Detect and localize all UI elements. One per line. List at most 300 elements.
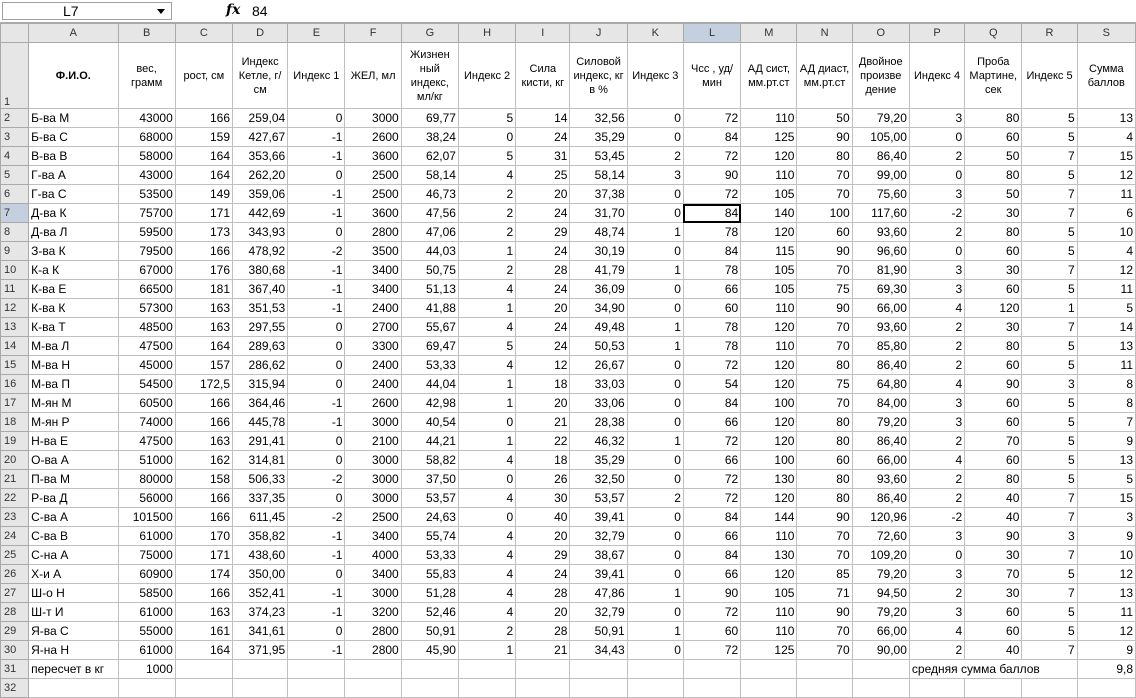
data-cell[interactable]: 164 xyxy=(175,147,232,166)
column-header-m[interactable]: M xyxy=(741,24,797,43)
data-cell[interactable]: 2 xyxy=(627,147,683,166)
data-cell[interactable]: 56000 xyxy=(118,489,175,508)
data-cell[interactable]: 93,60 xyxy=(852,318,909,337)
data-cell[interactable]: 59500 xyxy=(118,223,175,242)
data-cell[interactable]: 78 xyxy=(683,261,740,280)
data-cell[interactable]: -2 xyxy=(909,508,964,527)
data-cell[interactable]: 0 xyxy=(627,527,683,546)
data-cell[interactable]: 44,21 xyxy=(401,432,458,451)
data-cell[interactable]: 49,48 xyxy=(570,318,627,337)
data-cell[interactable]: 70 xyxy=(797,546,852,565)
empty-cell[interactable] xyxy=(233,660,288,679)
data-cell[interactable]: 171 xyxy=(175,204,232,223)
empty-cell[interactable] xyxy=(965,679,1022,698)
column-header-b[interactable]: B xyxy=(118,24,175,43)
data-cell[interactable]: 84,00 xyxy=(852,394,909,413)
data-cell[interactable]: 1 xyxy=(1022,299,1077,318)
data-cell[interactable]: 24 xyxy=(516,318,570,337)
data-cell[interactable]: 32,79 xyxy=(570,603,627,622)
data-cell[interactable]: 2 xyxy=(909,147,964,166)
data-cell[interactable]: 4 xyxy=(909,299,964,318)
data-cell[interactable]: 5 xyxy=(1022,337,1077,356)
data-cell[interactable]: 161 xyxy=(175,622,232,641)
data-cell[interactable]: 44,03 xyxy=(401,242,458,261)
data-cell[interactable]: 24 xyxy=(516,242,570,261)
data-cell[interactable]: 2400 xyxy=(345,356,401,375)
data-cell[interactable]: 3000 xyxy=(345,584,401,603)
data-cell[interactable]: 58,14 xyxy=(401,166,458,185)
data-cell[interactable]: 80 xyxy=(797,413,852,432)
name-cell[interactable]: Н-ва Е xyxy=(29,432,118,451)
column-header-h[interactable]: H xyxy=(458,24,515,43)
data-cell[interactable]: 3 xyxy=(1022,375,1077,394)
data-cell[interactable]: 163 xyxy=(175,603,232,622)
data-cell[interactable]: 0 xyxy=(458,128,515,147)
data-cell[interactable]: 34,43 xyxy=(570,641,627,660)
data-cell[interactable]: 43000 xyxy=(118,166,175,185)
data-cell[interactable]: 84 xyxy=(683,128,740,147)
data-cell[interactable]: 21 xyxy=(516,413,570,432)
data-cell[interactable]: -1 xyxy=(288,147,345,166)
data-cell[interactable]: 70 xyxy=(797,337,852,356)
data-cell[interactable]: 79,20 xyxy=(852,109,909,128)
data-cell[interactable]: 15 xyxy=(1077,489,1135,508)
data-cell[interactable]: 174 xyxy=(175,565,232,584)
data-cell[interactable]: 2 xyxy=(458,223,515,242)
data-cell[interactable]: 79,20 xyxy=(852,603,909,622)
data-cell[interactable]: 5 xyxy=(1022,356,1077,375)
data-cell[interactable]: 1 xyxy=(627,432,683,451)
data-cell[interactable]: 58000 xyxy=(118,147,175,166)
row-number[interactable]: 14 xyxy=(1,337,29,356)
name-cell[interactable]: Б-ва С xyxy=(29,128,118,147)
data-cell[interactable]: 24 xyxy=(516,337,570,356)
data-cell[interactable]: 3 xyxy=(909,185,964,204)
data-cell[interactable]: 3 xyxy=(909,565,964,584)
column-header-r[interactable]: R xyxy=(1022,24,1077,43)
data-cell[interactable]: 12 xyxy=(1077,261,1135,280)
data-cell[interactable]: 120 xyxy=(741,413,797,432)
data-cell[interactable]: 5 xyxy=(1077,470,1135,489)
data-cell[interactable]: 90 xyxy=(965,375,1022,394)
name-cell[interactable]: К-ва Е xyxy=(29,280,118,299)
data-cell[interactable]: 7 xyxy=(1022,204,1077,223)
data-cell[interactable]: 4 xyxy=(458,166,515,185)
data-cell[interactable]: 5 xyxy=(1022,451,1077,470)
row-number[interactable]: 16 xyxy=(1,375,29,394)
data-cell[interactable]: 314,81 xyxy=(233,451,288,470)
data-cell[interactable]: 315,94 xyxy=(233,375,288,394)
formula-input[interactable]: 84 xyxy=(248,2,1132,20)
data-cell[interactable]: 70 xyxy=(797,641,852,660)
data-cell[interactable]: 40 xyxy=(516,508,570,527)
data-cell[interactable]: 60 xyxy=(965,242,1022,261)
data-cell[interactable]: 24,63 xyxy=(401,508,458,527)
data-cell[interactable]: 110 xyxy=(741,337,797,356)
empty-cell[interactable] xyxy=(233,679,288,698)
column-header-f[interactable]: F xyxy=(345,24,401,43)
data-cell[interactable]: 38,67 xyxy=(570,546,627,565)
row-number[interactable]: 7 xyxy=(1,204,29,223)
data-cell[interactable]: 2 xyxy=(909,489,964,508)
data-cell[interactable]: 163 xyxy=(175,318,232,337)
data-cell[interactable]: 115 xyxy=(741,242,797,261)
data-cell[interactable]: 359,06 xyxy=(233,185,288,204)
data-cell[interactable]: 72,60 xyxy=(852,527,909,546)
data-cell[interactable]: 93,60 xyxy=(852,470,909,489)
data-cell[interactable]: 24 xyxy=(516,565,570,584)
data-cell[interactable]: 51000 xyxy=(118,451,175,470)
empty-cell[interactable] xyxy=(570,679,627,698)
data-cell[interactable]: 5 xyxy=(1022,413,1077,432)
header-cell[interactable]: Индекс 2 xyxy=(458,43,515,109)
data-cell[interactable]: 75,60 xyxy=(852,185,909,204)
data-cell[interactable]: 3 xyxy=(1022,527,1077,546)
data-cell[interactable]: 478,92 xyxy=(233,242,288,261)
header-cell[interactable]: Двойное произве дение xyxy=(852,43,909,109)
data-cell[interactable]: 58,82 xyxy=(401,451,458,470)
data-cell[interactable]: 1 xyxy=(627,622,683,641)
data-cell[interactable]: 9 xyxy=(1077,527,1135,546)
data-cell[interactable]: 4 xyxy=(458,356,515,375)
data-cell[interactable]: 0 xyxy=(288,356,345,375)
data-cell[interactable]: 66,00 xyxy=(852,622,909,641)
row-number[interactable]: 15 xyxy=(1,356,29,375)
data-cell[interactable]: 120 xyxy=(741,432,797,451)
data-cell[interactable]: 7 xyxy=(1022,318,1077,337)
data-cell[interactable]: 3200 xyxy=(345,603,401,622)
data-cell[interactable]: 52,46 xyxy=(401,603,458,622)
data-cell[interactable]: 66,00 xyxy=(852,299,909,318)
data-cell[interactable]: 166 xyxy=(175,394,232,413)
header-cell[interactable]: Проба Мартине, сек xyxy=(965,43,1022,109)
row-number[interactable]: 10 xyxy=(1,261,29,280)
data-cell[interactable]: 0 xyxy=(458,508,515,527)
name-cell[interactable]: К-ва Т xyxy=(29,318,118,337)
data-cell[interactable]: 70 xyxy=(965,565,1022,584)
data-cell[interactable]: 53,33 xyxy=(401,356,458,375)
column-header-j[interactable]: J xyxy=(570,24,627,43)
data-cell[interactable]: 7 xyxy=(1022,261,1077,280)
data-cell[interactable]: 4000 xyxy=(345,546,401,565)
data-cell[interactable]: 14 xyxy=(1077,318,1135,337)
data-cell[interactable]: -1 xyxy=(288,261,345,280)
data-cell[interactable]: 0 xyxy=(627,299,683,318)
recalc-value[interactable]: 1000 xyxy=(118,660,175,679)
data-cell[interactable]: 20 xyxy=(516,299,570,318)
data-cell[interactable]: 5 xyxy=(1022,109,1077,128)
data-cell[interactable]: 350,00 xyxy=(233,565,288,584)
data-cell[interactable]: 40 xyxy=(965,641,1022,660)
data-cell[interactable]: 506,33 xyxy=(233,470,288,489)
data-cell[interactable]: 0 xyxy=(627,451,683,470)
data-cell[interactable]: 159 xyxy=(175,128,232,147)
data-cell[interactable]: 30 xyxy=(965,318,1022,337)
data-cell[interactable]: 3 xyxy=(909,413,964,432)
data-cell[interactable]: 2400 xyxy=(345,375,401,394)
data-cell[interactable]: 28,38 xyxy=(570,413,627,432)
data-cell[interactable]: 5 xyxy=(1022,394,1077,413)
name-cell[interactable]: О-ва А xyxy=(29,451,118,470)
data-cell[interactable]: 7 xyxy=(1022,147,1077,166)
data-cell[interactable]: 66 xyxy=(683,413,740,432)
data-cell[interactable]: 259,04 xyxy=(233,109,288,128)
data-cell[interactable]: 29 xyxy=(516,223,570,242)
data-cell[interactable]: 0 xyxy=(627,508,683,527)
data-cell[interactable]: 364,46 xyxy=(233,394,288,413)
row-number[interactable]: 30 xyxy=(1,641,29,660)
name-box[interactable] xyxy=(2,2,172,20)
select-all-corner[interactable] xyxy=(1,24,29,43)
data-cell[interactable]: 5 xyxy=(1022,470,1077,489)
data-cell[interactable]: 158 xyxy=(175,470,232,489)
data-cell[interactable]: 25 xyxy=(516,166,570,185)
data-cell[interactable]: 28 xyxy=(516,622,570,641)
data-cell[interactable]: 11 xyxy=(1077,280,1135,299)
data-cell[interactable]: 61000 xyxy=(118,527,175,546)
data-cell[interactable]: 2 xyxy=(458,204,515,223)
data-cell[interactable]: 93,60 xyxy=(852,223,909,242)
data-cell[interactable]: 4 xyxy=(458,565,515,584)
data-cell[interactable]: 3600 xyxy=(345,204,401,223)
data-cell[interactable]: 55,74 xyxy=(401,527,458,546)
data-cell[interactable]: 72 xyxy=(683,470,740,489)
data-cell[interactable]: 12 xyxy=(1077,166,1135,185)
data-cell[interactable]: 2 xyxy=(909,584,964,603)
empty-cell[interactable] xyxy=(516,660,570,679)
data-cell[interactable]: 3000 xyxy=(345,489,401,508)
data-cell[interactable]: -1 xyxy=(288,185,345,204)
data-cell[interactable]: 40 xyxy=(965,508,1022,527)
data-cell[interactable]: 5 xyxy=(1022,565,1077,584)
data-cell[interactable]: 3500 xyxy=(345,242,401,261)
empty-cell[interactable] xyxy=(741,660,797,679)
data-cell[interactable]: 164 xyxy=(175,641,232,660)
data-cell[interactable]: 86,40 xyxy=(852,432,909,451)
data-cell[interactable]: 4 xyxy=(458,584,515,603)
data-cell[interactable]: 72 xyxy=(683,185,740,204)
name-cell[interactable]: Х-и А xyxy=(29,565,118,584)
data-cell[interactable]: 40,54 xyxy=(401,413,458,432)
data-cell[interactable]: 70 xyxy=(797,261,852,280)
column-header-l[interactable]: L xyxy=(683,24,740,43)
data-cell[interactable]: 24 xyxy=(516,204,570,223)
data-cell[interactable]: 60 xyxy=(965,356,1022,375)
data-cell[interactable]: 0 xyxy=(627,603,683,622)
data-cell[interactable]: 90,00 xyxy=(852,641,909,660)
data-cell[interactable]: -1 xyxy=(288,584,345,603)
data-cell[interactable]: 50,91 xyxy=(570,622,627,641)
name-cell[interactable]: Б-ва М xyxy=(29,109,118,128)
data-cell[interactable]: 85,80 xyxy=(852,337,909,356)
data-cell[interactable]: 0 xyxy=(627,546,683,565)
data-cell[interactable]: 70 xyxy=(797,527,852,546)
data-cell[interactable]: 12 xyxy=(1077,565,1135,584)
data-cell[interactable]: 0 xyxy=(909,546,964,565)
column-header-p[interactable]: P xyxy=(909,24,964,43)
name-cell[interactable]: М-ян Р xyxy=(29,413,118,432)
data-cell[interactable]: 2800 xyxy=(345,622,401,641)
data-cell[interactable]: 3400 xyxy=(345,565,401,584)
data-cell[interactable]: 11 xyxy=(1077,603,1135,622)
data-cell[interactable]: 78 xyxy=(683,337,740,356)
row-number[interactable]: 4 xyxy=(1,147,29,166)
data-cell[interactable]: 84 xyxy=(683,204,740,223)
data-cell[interactable]: 445,78 xyxy=(233,413,288,432)
data-cell[interactable]: 1 xyxy=(458,242,515,261)
data-cell[interactable]: 60 xyxy=(797,451,852,470)
data-cell[interactable]: 39,41 xyxy=(570,565,627,584)
data-cell[interactable]: 1 xyxy=(458,641,515,660)
data-cell[interactable]: 12 xyxy=(516,356,570,375)
data-cell[interactable]: 110 xyxy=(741,109,797,128)
data-cell[interactable]: 80 xyxy=(797,489,852,508)
data-cell[interactable]: 5 xyxy=(458,109,515,128)
data-cell[interactable]: 94,50 xyxy=(852,584,909,603)
column-header-n[interactable]: N xyxy=(797,24,852,43)
row-number[interactable]: 25 xyxy=(1,546,29,565)
data-cell[interactable]: 173 xyxy=(175,223,232,242)
data-cell[interactable]: 170 xyxy=(175,527,232,546)
data-cell[interactable]: 120 xyxy=(965,299,1022,318)
data-cell[interactable]: 120 xyxy=(741,318,797,337)
data-cell[interactable]: 75 xyxy=(797,375,852,394)
data-cell[interactable]: 80 xyxy=(965,223,1022,242)
data-cell[interactable]: 13 xyxy=(1077,584,1135,603)
data-cell[interactable]: 80 xyxy=(797,432,852,451)
row-number[interactable]: 13 xyxy=(1,318,29,337)
data-cell[interactable]: 427,67 xyxy=(233,128,288,147)
data-cell[interactable]: 166 xyxy=(175,109,232,128)
data-cell[interactable]: 120 xyxy=(741,375,797,394)
data-cell[interactable]: 0 xyxy=(288,337,345,356)
data-cell[interactable]: 13 xyxy=(1077,109,1135,128)
data-cell[interactable]: -1 xyxy=(288,546,345,565)
data-cell[interactable]: 166 xyxy=(175,489,232,508)
data-cell[interactable]: 22 xyxy=(516,432,570,451)
data-cell[interactable]: 2 xyxy=(458,261,515,280)
data-cell[interactable]: 86,40 xyxy=(852,489,909,508)
data-cell[interactable]: 60 xyxy=(683,622,740,641)
data-cell[interactable]: 2600 xyxy=(345,128,401,147)
data-cell[interactable]: 79,20 xyxy=(852,413,909,432)
data-cell[interactable]: 69,30 xyxy=(852,280,909,299)
data-cell[interactable]: 110 xyxy=(741,622,797,641)
data-cell[interactable]: 54500 xyxy=(118,375,175,394)
name-cell[interactable]: М-ян М xyxy=(29,394,118,413)
data-cell[interactable]: 60 xyxy=(965,394,1022,413)
data-cell[interactable]: 7 xyxy=(1022,185,1077,204)
data-cell[interactable]: 69,47 xyxy=(401,337,458,356)
data-cell[interactable]: 0 xyxy=(458,413,515,432)
data-cell[interactable]: 50 xyxy=(965,147,1022,166)
data-cell[interactable]: 7 xyxy=(1077,413,1135,432)
data-cell[interactable]: 0 xyxy=(627,375,683,394)
data-cell[interactable]: 343,93 xyxy=(233,223,288,242)
data-cell[interactable]: 70 xyxy=(797,394,852,413)
data-cell[interactable]: 58500 xyxy=(118,584,175,603)
data-cell[interactable]: 163 xyxy=(175,299,232,318)
data-cell[interactable]: 20 xyxy=(516,185,570,204)
name-cell[interactable]: Ш-о Н xyxy=(29,584,118,603)
data-cell[interactable]: 120 xyxy=(741,489,797,508)
data-cell[interactable]: 28 xyxy=(516,584,570,603)
data-cell[interactable]: 31 xyxy=(516,147,570,166)
data-cell[interactable]: 53,45 xyxy=(570,147,627,166)
data-cell[interactable]: 72 xyxy=(683,641,740,660)
data-cell[interactable]: 60 xyxy=(797,223,852,242)
data-cell[interactable]: 172,5 xyxy=(175,375,232,394)
data-cell[interactable]: 337,35 xyxy=(233,489,288,508)
data-cell[interactable]: 40 xyxy=(965,489,1022,508)
data-cell[interactable]: 0 xyxy=(288,451,345,470)
empty-cell[interactable] xyxy=(118,679,175,698)
data-cell[interactable]: 24 xyxy=(516,280,570,299)
name-cell[interactable]: Д-ва К xyxy=(29,204,118,223)
row-number[interactable]: 9 xyxy=(1,242,29,261)
data-cell[interactable]: 125 xyxy=(741,128,797,147)
data-cell[interactable]: 68000 xyxy=(118,128,175,147)
data-cell[interactable]: 0 xyxy=(627,413,683,432)
data-cell[interactable]: 2400 xyxy=(345,299,401,318)
data-cell[interactable]: 120 xyxy=(741,147,797,166)
data-cell[interactable]: 0 xyxy=(627,242,683,261)
data-cell[interactable]: 70 xyxy=(797,318,852,337)
data-cell[interactable]: 110 xyxy=(741,527,797,546)
data-cell[interactable]: 84 xyxy=(683,508,740,527)
data-cell[interactable]: 5 xyxy=(1077,299,1135,318)
data-cell[interactable]: 2600 xyxy=(345,394,401,413)
data-cell[interactable]: 45000 xyxy=(118,356,175,375)
empty-cell[interactable] xyxy=(627,679,683,698)
data-cell[interactable]: 120 xyxy=(741,223,797,242)
data-cell[interactable]: 5 xyxy=(1022,223,1077,242)
name-cell[interactable]: С-ва В xyxy=(29,527,118,546)
data-cell[interactable]: 53,57 xyxy=(570,489,627,508)
data-cell[interactable]: 21 xyxy=(516,641,570,660)
data-cell[interactable]: 75700 xyxy=(118,204,175,223)
data-cell[interactable]: -1 xyxy=(288,641,345,660)
data-cell[interactable]: 30,19 xyxy=(570,242,627,261)
data-cell[interactable]: 0 xyxy=(288,432,345,451)
data-cell[interactable]: 72 xyxy=(683,432,740,451)
data-cell[interactable]: 149 xyxy=(175,185,232,204)
name-cell[interactable]: З-ва К xyxy=(29,242,118,261)
data-cell[interactable]: 3000 xyxy=(345,470,401,489)
data-cell[interactable]: 164 xyxy=(175,166,232,185)
header-cell[interactable]: Индекс 5 xyxy=(1022,43,1077,109)
data-cell[interactable]: 4 xyxy=(458,451,515,470)
row-number[interactable]: 27 xyxy=(1,584,29,603)
data-cell[interactable]: 171 xyxy=(175,546,232,565)
empty-cell[interactable] xyxy=(1022,679,1077,698)
data-cell[interactable]: 20 xyxy=(516,394,570,413)
data-cell[interactable]: 358,82 xyxy=(233,527,288,546)
row-number[interactable]: 21 xyxy=(1,470,29,489)
data-cell[interactable]: 60 xyxy=(965,451,1022,470)
data-cell[interactable]: 35,29 xyxy=(570,451,627,470)
data-cell[interactable]: 2 xyxy=(627,489,683,508)
data-cell[interactable]: 109,20 xyxy=(852,546,909,565)
data-cell[interactable]: 48,74 xyxy=(570,223,627,242)
data-cell[interactable]: 30 xyxy=(965,584,1022,603)
data-cell[interactable]: 0 xyxy=(288,318,345,337)
data-cell[interactable]: 100 xyxy=(797,204,852,223)
data-cell[interactable]: 75 xyxy=(797,280,852,299)
data-cell[interactable]: 60 xyxy=(965,413,1022,432)
data-cell[interactable]: 3000 xyxy=(345,451,401,470)
name-cell[interactable]: Я-ва С xyxy=(29,622,118,641)
